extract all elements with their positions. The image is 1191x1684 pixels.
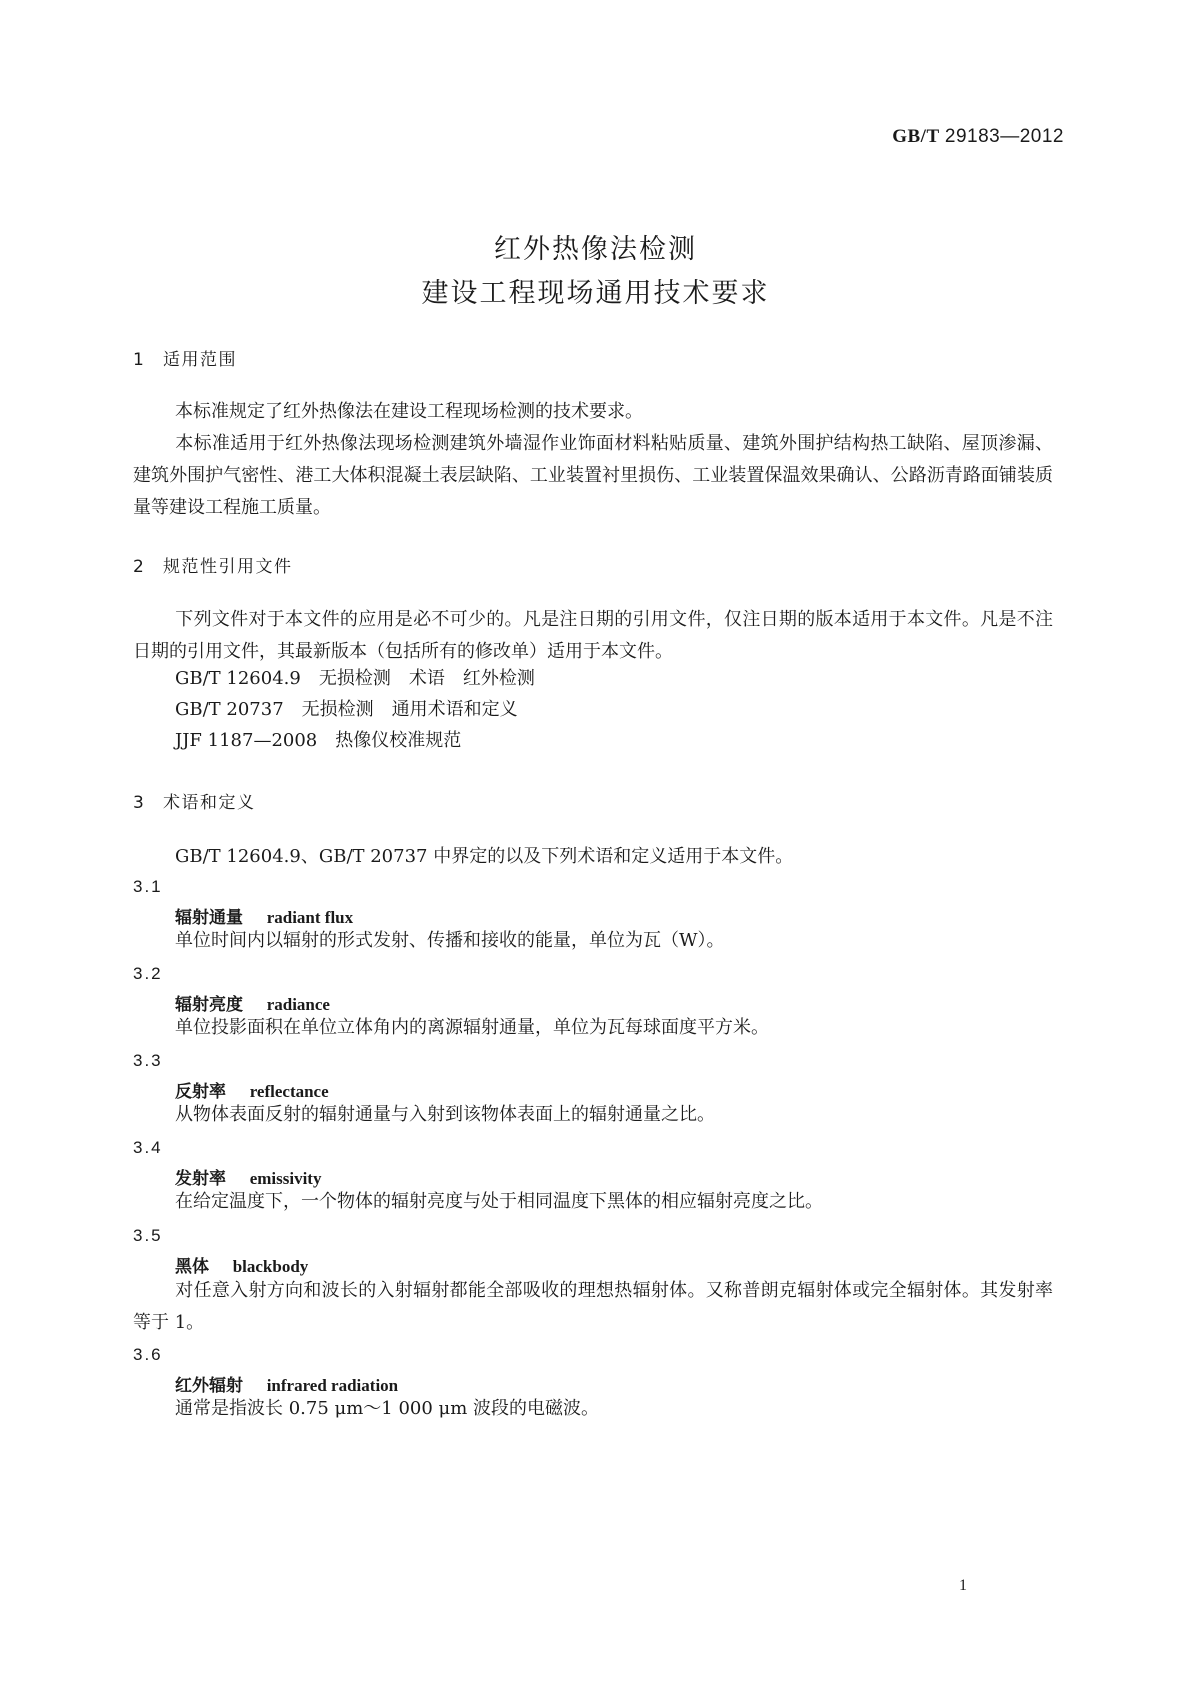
term-en: radiant flux	[266, 908, 354, 927]
term-zh: 红外辐射	[175, 1376, 243, 1396]
title-line-1: 红外热像法检测	[494, 234, 697, 265]
term-zh: 辐射亮度	[175, 995, 243, 1015]
standard-code	[892, 126, 1064, 148]
section-number: 2	[133, 557, 146, 577]
term-zh: 黑体	[175, 1257, 209, 1277]
term-en: reflectance	[249, 1082, 329, 1101]
term-number: 3.2	[133, 964, 163, 983]
term-number: 3.4	[133, 1138, 163, 1157]
standard-code-prefix: GB/T	[892, 126, 940, 147]
section-1-paragraph-2: 本标准适用于红外热像法现场检测建筑外墙湿作业饰面材料粘贴质量、建筑外围护结构热工缺陷、屋顶渗漏、建筑外围护气密性、港工大体积混凝土表层缺陷、工业装置衬里损伤、工业装置保温效果确认、公路沥青路面铺装质量等建设工程施工质量。	[133, 433, 1053, 518]
section-2-heading	[133, 552, 293, 577]
term-number: 3.1	[133, 877, 163, 896]
term-title	[175, 1252, 308, 1277]
term-en: radiance	[266, 995, 330, 1014]
section-1-paragraph-1: 本标准规定了红外热像法在建设工程现场检测的技术要求。	[175, 401, 643, 422]
section-3-intro: GB/T 12604.9、GB/T 20737 中界定的以及下列术语和定义适用于本文件。	[175, 846, 794, 867]
term-definition: 在给定温度下，一个物体的辐射亮度与处于相同温度下黑体的相应辐射亮度之比。	[175, 1191, 823, 1212]
section-title: 术语和定义	[163, 793, 256, 813]
term-zh: 反射率	[175, 1082, 226, 1102]
term-en: infrared radiation	[266, 1376, 399, 1395]
normative-reference: JJF 1187—2008 热像仪校准规范	[175, 730, 462, 751]
document-title	[0, 228, 1191, 316]
section-2-paragraph-1: 下列文件对于本文件的应用是必不可少的。凡是注日期的引用文件，仅注日期的版本适用于本文件。凡是不注日期的引用文件，其最新版本（包括所有的修改单）适用于本文件。	[133, 609, 1053, 662]
section-number: 1	[133, 350, 146, 370]
term-definition: 通常是指波长 0.75 μm～1 000 μm 波段的电磁波。	[175, 1398, 600, 1419]
page-number: 1	[959, 1577, 967, 1594]
section-1-heading	[133, 345, 237, 370]
term-definition: 对任意入射方向和波长的入射辐射都能全部吸收的理想热辐射体。又称普朗克辐射体或完全辐射体。其发射率等于 1。	[133, 1280, 1053, 1333]
title-line-2: 建设工程现场通用技术要求	[421, 278, 770, 309]
term-number: 3.5	[133, 1226, 163, 1245]
term-number: 3.3	[133, 1051, 163, 1070]
term-en: emissivity	[249, 1169, 322, 1188]
term-en: blackbody	[232, 1257, 309, 1276]
normative-reference: GB/T 20737 无损检测 通用术语和定义	[175, 699, 518, 720]
normative-reference: GB/T 12604.9 无损检测 术语 红外检测	[175, 668, 535, 689]
term-definition: 从物体表面反射的辐射通量与入射到该物体表面上的辐射通量之比。	[175, 1104, 715, 1125]
standard-code-number: 29183—2012	[944, 126, 1064, 147]
section-title: 适用范围	[163, 350, 237, 370]
term-definition: 单位投影面积在单位立体角内的离源辐射通量，单位为瓦每球面度平方米。	[175, 1017, 769, 1038]
section-3-heading	[133, 788, 256, 813]
term-zh: 发射率	[175, 1169, 226, 1189]
section-title: 规范性引用文件	[163, 557, 293, 577]
section-number: 3	[133, 793, 146, 813]
term-number: 3.6	[133, 1345, 163, 1364]
term-zh: 辐射通量	[175, 908, 243, 928]
term-definition: 单位时间内以辐射的形式发射、传播和接收的能量，单位为瓦（W）。	[175, 930, 725, 951]
